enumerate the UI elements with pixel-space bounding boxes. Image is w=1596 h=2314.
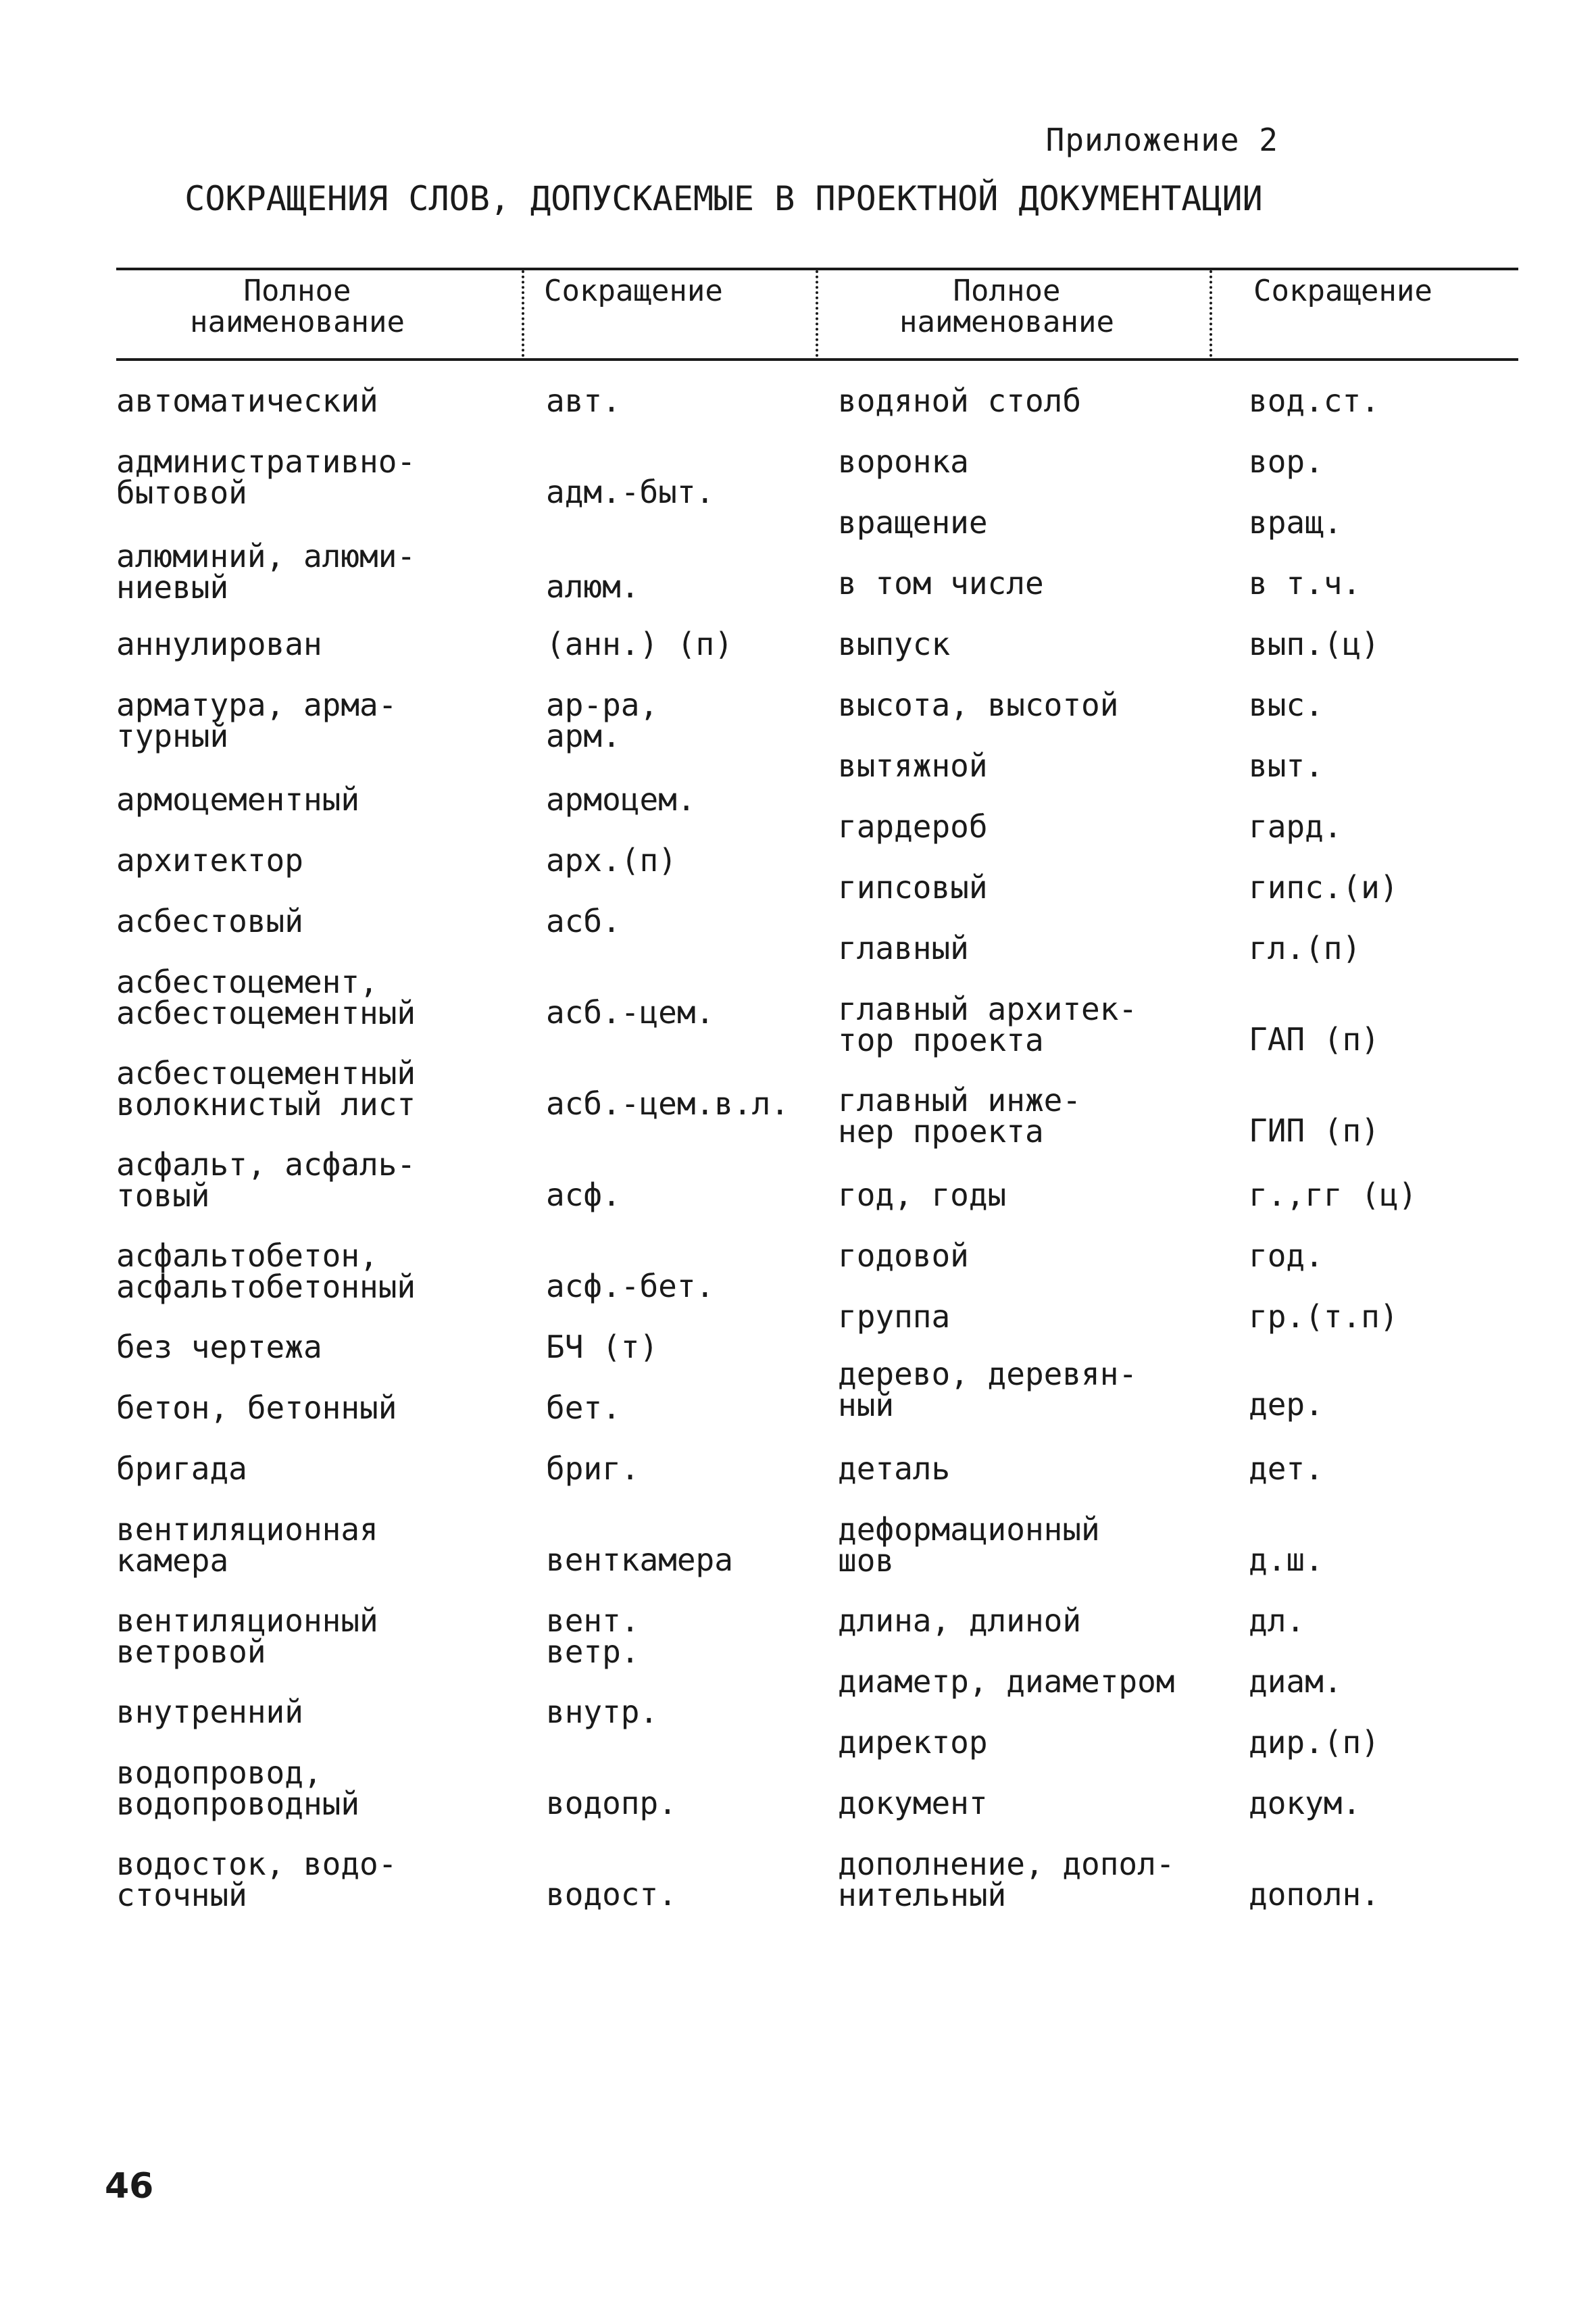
entry-full-name: аннулирован: [116, 626, 322, 662]
entry-full-name: группа: [838, 1298, 951, 1335]
entry-full-name: дерево, деревян- ный: [838, 1356, 1138, 1423]
entry-abbreviation: дополн.: [1249, 1876, 1380, 1913]
page-number: 46: [105, 2166, 154, 2207]
entry-abbreviation: д.ш.: [1249, 1542, 1324, 1578]
entry-full-name: вытяжной: [838, 747, 988, 784]
entry-full-name: гардероб: [838, 808, 988, 845]
entry-abbreviation: армоцем.: [546, 781, 696, 818]
entry-full-name: диаметр, диаметром: [838, 1663, 1175, 1700]
entry-full-name: асфальт, асфаль- товый: [116, 1146, 416, 1214]
entry-abbreviation: (анн.) (п): [546, 626, 733, 662]
entry-abbreviation: гард.: [1249, 808, 1343, 845]
entry-full-name: дополнение, допол- нительный: [838, 1846, 1175, 1913]
entry-abbreviation: выс.: [1249, 687, 1324, 723]
entry-full-name: главный архитек- тор проекта: [838, 991, 1138, 1058]
entry-full-name: алюминий, алюми- ниевый: [116, 538, 416, 606]
entry-full-name: асбестовый: [116, 903, 303, 939]
entry-abbreviation: вращ.: [1249, 504, 1343, 541]
entry-abbreviation: год.: [1249, 1237, 1324, 1274]
header-separator: [816, 270, 818, 357]
entry-abbreviation: докум.: [1249, 1785, 1362, 1821]
entry-full-name: архитектор: [116, 842, 303, 879]
entry-full-name: без чертежа: [116, 1329, 322, 1365]
entry-abbreviation: ГАП (п): [1249, 1021, 1380, 1058]
entry-abbreviation: водопр.: [546, 1785, 677, 1821]
header-abbr-right: Сокращение: [1253, 274, 1432, 308]
entry-abbreviation: гр.(т.п): [1249, 1298, 1399, 1335]
entry-full-name: водяной столб: [838, 383, 1082, 419]
entry-full-name: водосток, водо- сточный: [116, 1846, 397, 1913]
entry-full-name: вентиляционный ветровой: [116, 1602, 378, 1670]
entry-full-name: вентиляционная камера: [116, 1511, 378, 1579]
entry-abbreviation: вып.(ц): [1249, 626, 1380, 662]
entry-full-name: армоцементный: [116, 781, 360, 818]
entry-full-name: бригада: [116, 1450, 247, 1487]
entry-abbreviation: выт.: [1249, 747, 1324, 784]
entry-full-name: деформационный шов: [838, 1511, 1100, 1579]
entry-full-name: директор: [838, 1724, 988, 1761]
entry-abbreviation: водост.: [546, 1876, 677, 1913]
entry-abbreviation: дер.: [1249, 1386, 1324, 1423]
entry-abbreviation: асф.: [546, 1177, 621, 1213]
header-full-name-left: Полное наименование: [190, 274, 405, 339]
header-abbr-left: Сокращение: [544, 274, 723, 308]
entry-full-name: в том числе: [838, 565, 1044, 601]
entry-full-name: внутренний: [116, 1694, 303, 1730]
entry-abbreviation: асб.-цем.в.л.: [546, 1085, 790, 1122]
entry-full-name: асбестоцементный волокнистый лист: [116, 1055, 416, 1123]
entry-abbreviation: вор.: [1249, 443, 1324, 480]
entry-abbreviation: алюм.: [546, 568, 640, 605]
entry-abbreviation: г.,гг (ц): [1249, 1177, 1418, 1213]
header-separator: [522, 270, 524, 357]
entry-abbreviation: гипс.(и): [1249, 869, 1399, 906]
entry-full-name: административно- бытовой: [116, 443, 416, 511]
entry-abbreviation: авт.: [546, 383, 621, 419]
entry-full-name: асбестоцемент, асбестоцементный: [116, 964, 416, 1031]
entry-full-name: главный инже- нер проекта: [838, 1082, 1082, 1150]
entry-full-name: годовой: [838, 1237, 969, 1274]
entry-full-name: гипсовый: [838, 869, 988, 906]
entry-abbreviation: бет.: [546, 1389, 621, 1426]
header-separator: [1210, 270, 1212, 357]
entry-abbreviation: дет.: [1249, 1450, 1324, 1487]
entry-full-name: автоматический: [116, 383, 378, 419]
entry-abbreviation: ар-ра, арм.: [546, 687, 659, 754]
header-full-name-right: Полное наименование: [899, 274, 1114, 339]
entry-full-name: деталь: [838, 1450, 951, 1487]
table-header-rule: [116, 358, 1518, 361]
entry-abbreviation: асб.-цем.: [546, 994, 715, 1031]
entry-abbreviation: арх.(п): [546, 842, 677, 879]
entry-full-name: главный: [838, 930, 969, 966]
entry-abbreviation: вент. ветр.: [546, 1602, 640, 1670]
entry-full-name: водопровод, водопроводный: [116, 1754, 360, 1822]
entry-full-name: воронка: [838, 443, 969, 480]
entry-abbreviation: венткамера: [546, 1542, 733, 1578]
entry-full-name: год, годы: [838, 1177, 1007, 1213]
entry-full-name: высота, высотой: [838, 687, 1119, 723]
entry-full-name: бетон, бетонный: [116, 1389, 397, 1426]
entry-abbreviation: бриг.: [546, 1450, 640, 1487]
entry-full-name: длина, длиной: [838, 1602, 1082, 1639]
entry-abbreviation: гл.(п): [1249, 930, 1362, 966]
entry-abbreviation: асб.: [546, 903, 621, 939]
entry-abbreviation: внутр.: [546, 1694, 659, 1730]
entry-abbreviation: диам.: [1249, 1663, 1343, 1700]
entry-abbreviation: БЧ (т): [546, 1329, 659, 1365]
entry-full-name: асфальтобетон, асфальтобетонный: [116, 1237, 416, 1305]
entry-full-name: выпуск: [838, 626, 951, 662]
entry-abbreviation: вод.ст.: [1249, 383, 1380, 419]
entry-abbreviation: дл.: [1249, 1602, 1305, 1639]
entry-full-name: арматура, арма- турный: [116, 687, 397, 754]
entry-full-name: документ: [838, 1785, 988, 1821]
entry-full-name: вращение: [838, 504, 988, 541]
page-title: СОКРАЩЕНИЯ СЛОВ, ДОПУСКАЕМЫЕ В ПРОЕКТНОЙ ДОКУМЕНТАЦИИ: [184, 179, 1263, 218]
entry-abbreviation: дир.(п): [1249, 1724, 1380, 1761]
entry-abbreviation: в т.ч.: [1249, 565, 1362, 601]
entry-abbreviation: асф.-бет.: [546, 1268, 715, 1304]
entry-abbreviation: ГИП (п): [1249, 1112, 1380, 1149]
entry-abbreviation: адм.-быт.: [546, 474, 715, 510]
appendix-label: Приложение 2: [1045, 122, 1278, 158]
